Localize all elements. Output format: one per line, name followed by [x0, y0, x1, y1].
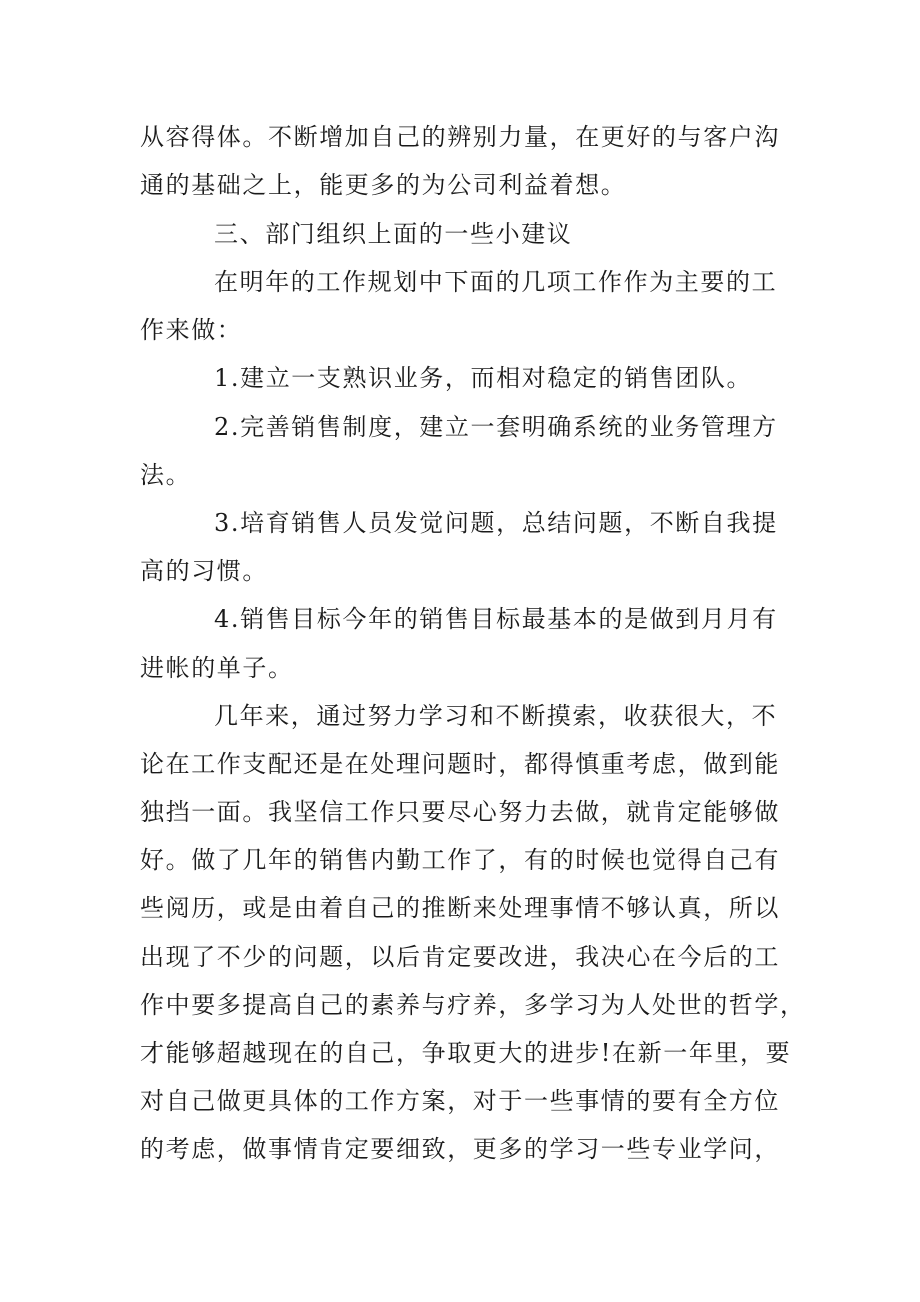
text-line: 在明年的工作规划中下面的几项工作作为主要的工 [214, 268, 778, 296]
text-line: 对自己做更具体的工作方案，对于一些事情的要有全方位 [140, 1087, 780, 1115]
text-line: 通的基础之上，能更多的为公司利益着想。 [140, 171, 627, 199]
text-line: 从容得体。不断增加自己的辨别力量，在更好的与客户沟 [140, 123, 780, 151]
list-item: 2.完善销售制度，建立一套明确系统的业务管理方 [214, 413, 778, 441]
text-line: 些阅历，或是由着自己的推断来处理事情不够认真，所以 [140, 894, 780, 922]
text-line: 进帐的单子。 [140, 654, 294, 682]
list-item: 4.销售目标今年的销售目标最基本的是做到月月有 [214, 605, 778, 633]
text-line: 出现了不少的问题，以后肯定要改进，我决心在今后的工 [140, 943, 780, 971]
text-line: 法。 [140, 461, 192, 489]
text-line: 独挡一面。我坚信工作只要尽心努力去做，就肯定能够做 [140, 798, 780, 826]
text-line: 好。做了几年的销售内勤工作了，有的时候也觉得自己有 [140, 846, 780, 874]
text-line: 高的习惯。 [140, 557, 268, 585]
text-line: 作中要多提高自己的素养与疗养，多学习为人处世的哲学， [140, 991, 806, 1019]
list-item: 3.培育销售人员发觉问题，总结问题，不断自我提 [214, 509, 778, 537]
section-heading: 三、部门组织上面的一些小建议 [214, 220, 573, 248]
text-line: 的考虑，做事情肯定要细致，更多的学习一些专业学问， [140, 1135, 780, 1163]
text-line: 论在工作支配还是在处理问题时，都得慎重考虑，做到能 [140, 750, 780, 778]
list-item: 1.建立一支熟识业务，而相对稳定的销售团队。 [214, 364, 753, 392]
text-line: 几年来，通过努力学习和不断摸索，收获很大，不 [214, 702, 778, 730]
text-line: 才能够超越现在的自己，争取更大的进步!在新一年里，要 [140, 1039, 792, 1067]
text-line: 作来做： [140, 316, 243, 344]
